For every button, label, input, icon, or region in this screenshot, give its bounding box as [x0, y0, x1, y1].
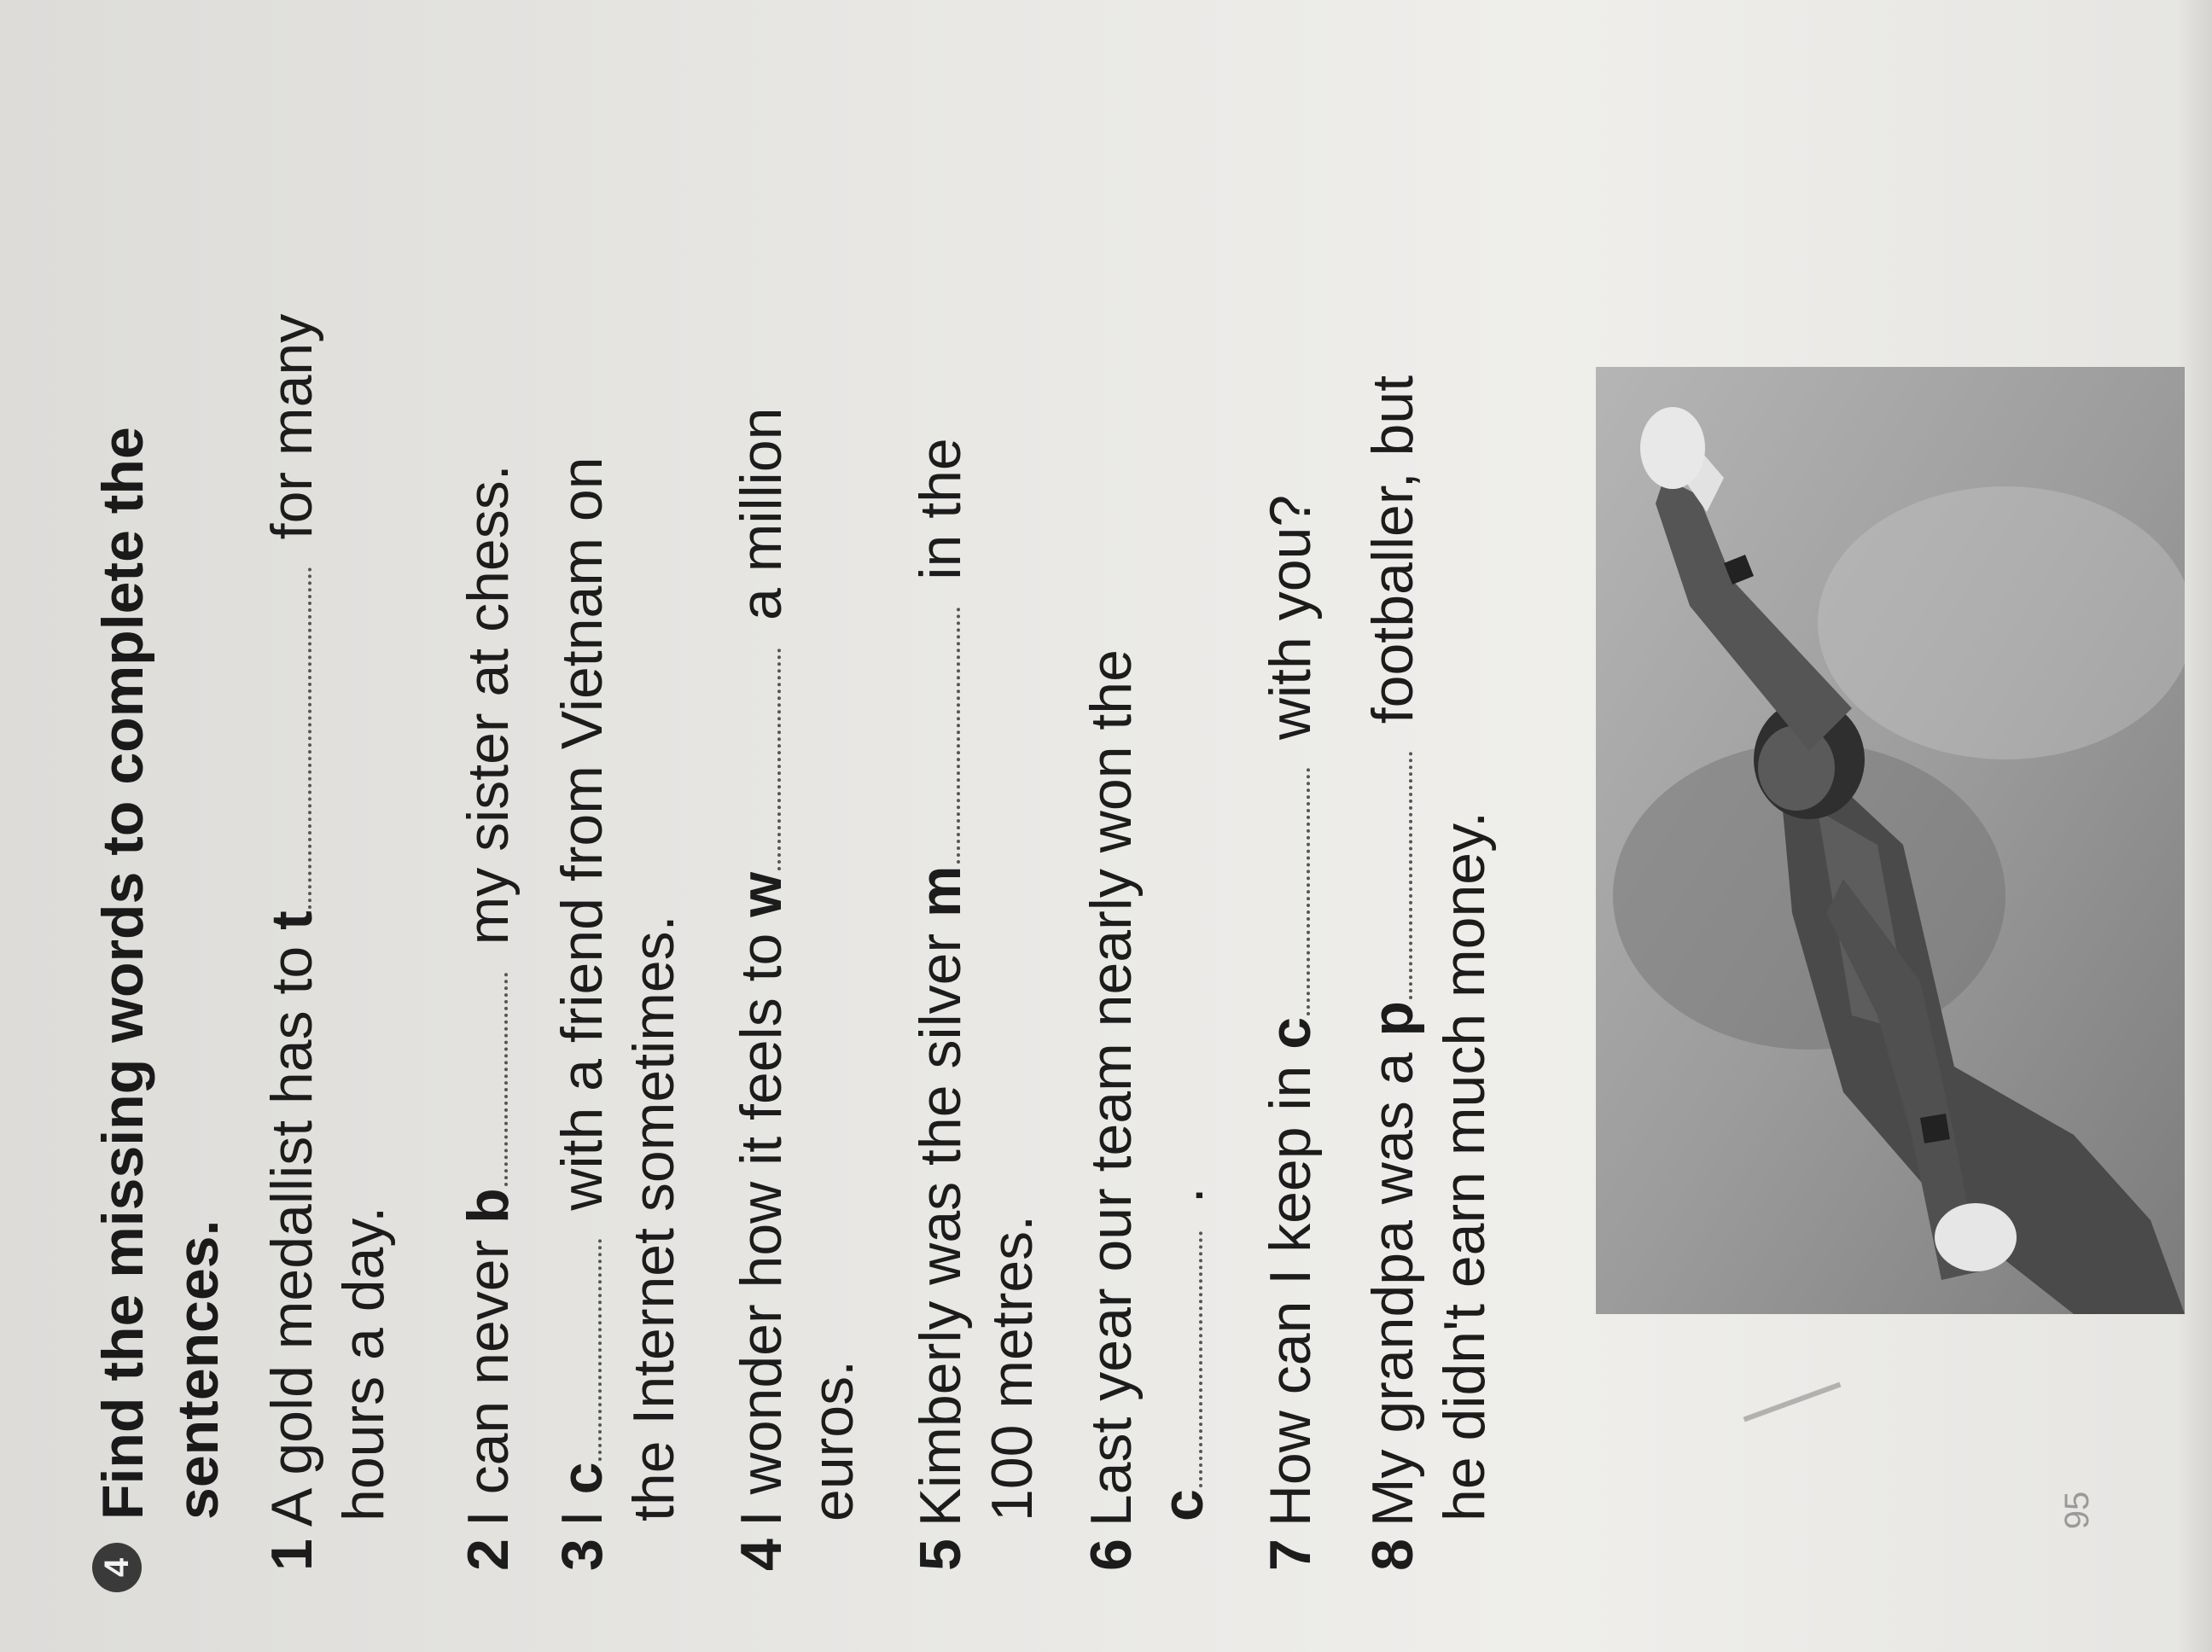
sentence-text: . [1150, 1187, 1215, 1220]
sentence-3 [546, 291, 690, 1571]
sentence-number: 2 [456, 1539, 521, 1571]
exercise-number-badge: 4 [92, 1543, 142, 1592]
sentence-text: my sister at chess. [456, 464, 521, 962]
sentence-continuation: the Internet sometimes. [621, 915, 686, 1521]
sentence-text: with you? [1258, 494, 1323, 756]
exercise-instruction: Find the missing words to complete the sentences. [90, 427, 230, 1520]
hint-letter: b [456, 1188, 521, 1224]
answer-blank[interactable] [953, 608, 960, 864]
sentence-text: I wonder how it feels to [729, 916, 794, 1527]
sentence-text: a million [729, 407, 794, 637]
sentence-number: 3 [550, 1539, 614, 1571]
sentence-text: I can never [456, 1223, 521, 1527]
hint-letter: c [1258, 1016, 1323, 1050]
sentence-number: 6 [1079, 1539, 1144, 1571]
sentence-text: with a friend from Vietnam on [550, 457, 614, 1227]
sentence-text: footballer, but [1360, 375, 1425, 741]
answer-blank[interactable] [595, 1239, 602, 1461]
sentence-continuation: hours a day. [331, 1206, 396, 1521]
sentence-text: in the [908, 438, 973, 596]
sentence-continuation: euros. [800, 1360, 865, 1521]
answer-blank[interactable] [501, 973, 508, 1186]
sentence-7 [1254, 291, 1326, 1571]
answer-blank[interactable] [774, 649, 781, 870]
sentence-8 [1357, 291, 1500, 1571]
hint-letter: p [1360, 1001, 1425, 1037]
goalkeeper-photo [1596, 367, 2185, 1314]
sentence-text: for many [259, 313, 324, 556]
hint-letter: c [550, 1462, 614, 1495]
sentence-number: 8 [1360, 1539, 1425, 1571]
sentence-number: 4 [729, 1539, 794, 1571]
sentence-text: I [550, 1494, 614, 1527]
sentence-4 [725, 291, 869, 1571]
sentence-text: A gold medallist has to [259, 929, 324, 1527]
hint-letter: m [908, 865, 973, 917]
answer-blank[interactable] [305, 567, 311, 909]
sentence-text: How can I keep in [1258, 1049, 1323, 1527]
sentence-text: My grandpa was a [1360, 1036, 1425, 1527]
sentence-text: Last year our team nearly won the [1079, 649, 1144, 1527]
hint-letter: w [729, 871, 794, 917]
sentence-text: Kimberly was the silver [908, 916, 973, 1527]
sentence-continuation: he didn't earn much money. [1432, 811, 1497, 1521]
sentence-1 [256, 291, 399, 1571]
page-number [2040, 1485, 2116, 1536]
sentence-continuation [1147, 291, 1219, 1571]
sentence-6 [1075, 291, 1219, 1571]
hint-letter: t [259, 910, 324, 930]
sentence-continuation: 100 metres. [980, 1214, 1045, 1521]
sentence-5 [905, 291, 1048, 1571]
page-number-text: 95 [2058, 1491, 2096, 1530]
goalkeeper-illustration [1596, 367, 2185, 1314]
hint-letter: c [1150, 1489, 1215, 1521]
sentence-number: 5 [908, 1539, 973, 1571]
answer-blank[interactable] [1196, 1231, 1202, 1487]
exercise-content [0, 31, 1621, 1652]
sentence-number: 7 [1258, 1539, 1323, 1571]
sentence-number: 1 [259, 1539, 324, 1571]
sentence-2 [452, 291, 524, 1571]
answer-blank[interactable] [1303, 768, 1310, 1015]
answer-blank[interactable] [1406, 752, 1412, 999]
